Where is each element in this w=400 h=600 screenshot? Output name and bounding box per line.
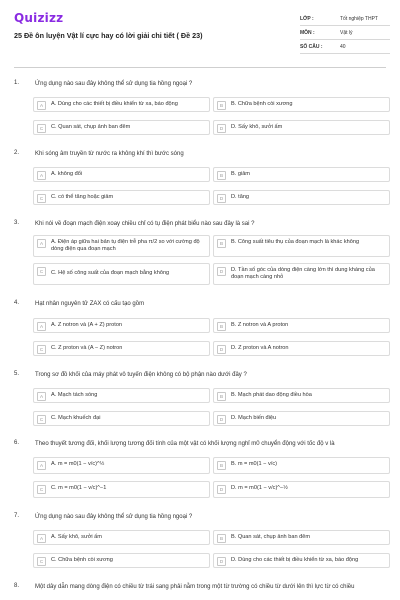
option-text: B. Mạch phát dao động điều hòa	[231, 392, 312, 398]
option-letter: C	[37, 345, 46, 354]
option-text: D. tăng	[231, 194, 250, 200]
option-text: B. Quan sát, chụp ảnh ban đêm	[231, 534, 310, 540]
meta-row-count	[300, 40, 390, 54]
option-letter: A	[37, 322, 46, 331]
option-letter: B	[217, 534, 226, 543]
option-a[interactable]	[33, 530, 210, 545]
option-a[interactable]	[33, 457, 210, 474]
option-b[interactable]	[213, 235, 390, 257]
option-letter: B	[217, 322, 226, 331]
question-text: Khi nói về đoạn mạch điện xoay chiều chỉ có tụ điện phát biểu nào sau đây là sai ?	[35, 221, 255, 227]
option-b[interactable]	[213, 457, 390, 474]
option-text: C. m = m0(1 − v/c)^−1	[51, 485, 107, 491]
option-text: C. Z proton và (A − Z) notron	[51, 345, 123, 351]
option-text: D. m = m0(1 − v/c)^−½	[231, 485, 288, 491]
option-text: A. không đổi	[51, 171, 83, 177]
option-a[interactable]	[33, 318, 210, 333]
option-letter: A	[37, 239, 46, 248]
option-c[interactable]	[33, 120, 210, 135]
meta-label: SỐ CÂU :	[300, 43, 323, 50]
option-letter: D	[217, 194, 226, 203]
option-c[interactable]	[33, 263, 210, 285]
option-letter: A	[37, 171, 46, 180]
option-letter: A	[37, 101, 46, 110]
option-a[interactable]	[33, 97, 210, 112]
option-text: D. Mạch biến điệu	[231, 415, 277, 421]
option-text: D. Sấy khô, sưởi ấm	[231, 124, 283, 130]
option-text: C. Mạch khuếch đại	[51, 415, 101, 421]
option-text: B. Công suất tiêu thụ của đoạn mạch là khác không	[231, 239, 360, 245]
option-letter: B	[217, 461, 226, 470]
option-text: B. giảm	[231, 171, 250, 177]
option-letter: B	[217, 101, 226, 110]
meta-value: Tốt nghiệp THPT	[340, 15, 378, 22]
option-text: C. Hệ số công suất của đoạn mạch bằng không	[51, 270, 170, 276]
option-letter: C	[37, 124, 46, 133]
question-text: Trong sơ đồ khối của máy phát vô tuyến điện không có bộ phận nào dưới đây ?	[35, 372, 247, 378]
option-b[interactable]	[213, 388, 390, 403]
question-number: 7.	[14, 513, 20, 519]
meta-value: 40	[340, 43, 346, 50]
option-letter: D	[217, 345, 226, 354]
option-b[interactable]	[213, 530, 390, 545]
option-text: B. m = m0(1 − v/c)	[231, 461, 278, 467]
option-d[interactable]	[213, 411, 390, 426]
option-d[interactable]	[213, 120, 390, 135]
worksheet-header	[0, 0, 400, 62]
document-title: 25 Đề ôn luyện Vật lí cực hay có lời giải chi tiết ( Đề 23)	[14, 31, 203, 40]
question-number: 8.	[14, 583, 20, 589]
option-a[interactable]	[33, 235, 210, 257]
option-text: C. Quan sát, chụp ảnh ban đêm	[51, 124, 131, 130]
option-c[interactable]	[33, 553, 210, 568]
option-c[interactable]	[33, 341, 210, 356]
option-d[interactable]	[213, 341, 390, 356]
option-letter: D	[217, 557, 226, 566]
question-number: 5.	[14, 371, 20, 377]
question-text: Khi sóng âm truyền từ nước ra không khí thì bước sóng	[35, 151, 184, 157]
option-text: C. có thể tăng hoặc giảm	[51, 194, 114, 200]
option-letter: C	[37, 485, 46, 494]
option-b[interactable]	[213, 167, 390, 182]
option-letter: D	[217, 124, 226, 133]
option-b[interactable]	[213, 318, 390, 333]
option-letter: D	[217, 415, 226, 424]
question-number: 6.	[14, 440, 20, 446]
option-text: D. Z proton và A notron	[231, 345, 289, 351]
option-b[interactable]	[213, 97, 390, 112]
option-text: A. Z notron và (A + Z) proton	[51, 322, 123, 328]
option-text: D. Dùng cho các thiết bị điều khiển từ xa, báo động	[231, 557, 359, 563]
option-text: A. Mạch tách sóng	[51, 392, 98, 398]
option-text: B. Chữa bệnh còi xương	[231, 101, 293, 107]
meta-label: MÔN :	[300, 29, 315, 36]
quizizz-logo: Quizizz	[14, 11, 64, 25]
option-d[interactable]	[213, 481, 390, 498]
option-text: A. Sấy khô, sưởi ấm	[51, 534, 102, 540]
question-text: Ứng dụng nào sau đây không thể sử dụng tia hồng ngoại ?	[35, 514, 193, 520]
meta-value: Vật lý	[340, 29, 353, 36]
option-letter: A	[37, 461, 46, 470]
option-letter: D	[217, 485, 226, 494]
question-text: Một dây dẫn mang dòng điện có chiều từ trái sang phải nằm trong một từ trường có chiều từ dưới lên thì lực từ có chiều	[35, 584, 355, 590]
option-text: A. Dùng cho các thiết bị điều khiển từ xa, báo động	[51, 101, 178, 107]
option-d[interactable]	[213, 263, 390, 285]
option-text: A. Điện áp giữa hai bản tụ điện trễ pha π/2 so với cường độ dòng điện qua đoạn mạch	[51, 239, 200, 253]
option-letter: B	[217, 392, 226, 401]
option-letter: A	[37, 392, 46, 401]
option-c[interactable]	[33, 190, 210, 205]
option-letter: C	[37, 267, 46, 276]
option-text: A. m = m0(1 − v/c)^½	[51, 461, 105, 467]
question-number: 2.	[14, 150, 20, 156]
question-text: Hạt nhân nguyên tử ZAX có cấu tạo gồm	[35, 301, 145, 307]
meta-row-subject	[300, 26, 390, 40]
question-number: 4.	[14, 300, 20, 306]
option-d[interactable]	[213, 553, 390, 568]
option-c[interactable]	[33, 481, 210, 498]
meta-label: LỚP :	[300, 15, 314, 22]
question-text: Theo thuyết tương đối, khối lượng tương đối tính của một vật có khối lượng nghỉ m0 chuyển động với tốc độ v là	[35, 441, 335, 447]
option-letter: C	[37, 557, 46, 566]
option-a[interactable]	[33, 388, 210, 403]
option-text: C. Chữa bệnh còi xương	[51, 557, 113, 563]
meta-table	[300, 12, 390, 54]
option-a[interactable]	[33, 167, 210, 182]
option-text: B. Z notron và A proton	[231, 322, 289, 328]
option-text: D. Tần số góc của dòng điện càng lớn thì dung kháng của đoạn mạch càng nhỏ	[231, 267, 375, 281]
option-d[interactable]	[213, 190, 390, 205]
option-c[interactable]	[33, 411, 210, 426]
option-letter: B	[217, 171, 226, 180]
question-number: 1.	[14, 80, 20, 86]
option-letter: A	[37, 534, 46, 543]
option-letter: C	[37, 415, 46, 424]
option-letter: B	[217, 239, 226, 248]
meta-row-class	[300, 12, 390, 26]
question-text: Ứng dụng nào sau đây không thể sử dụng tia hồng ngoại ?	[35, 81, 193, 87]
question-number: 3.	[14, 220, 20, 226]
header-divider	[14, 67, 386, 68]
option-letter: D	[217, 267, 226, 276]
option-letter: C	[37, 194, 46, 203]
